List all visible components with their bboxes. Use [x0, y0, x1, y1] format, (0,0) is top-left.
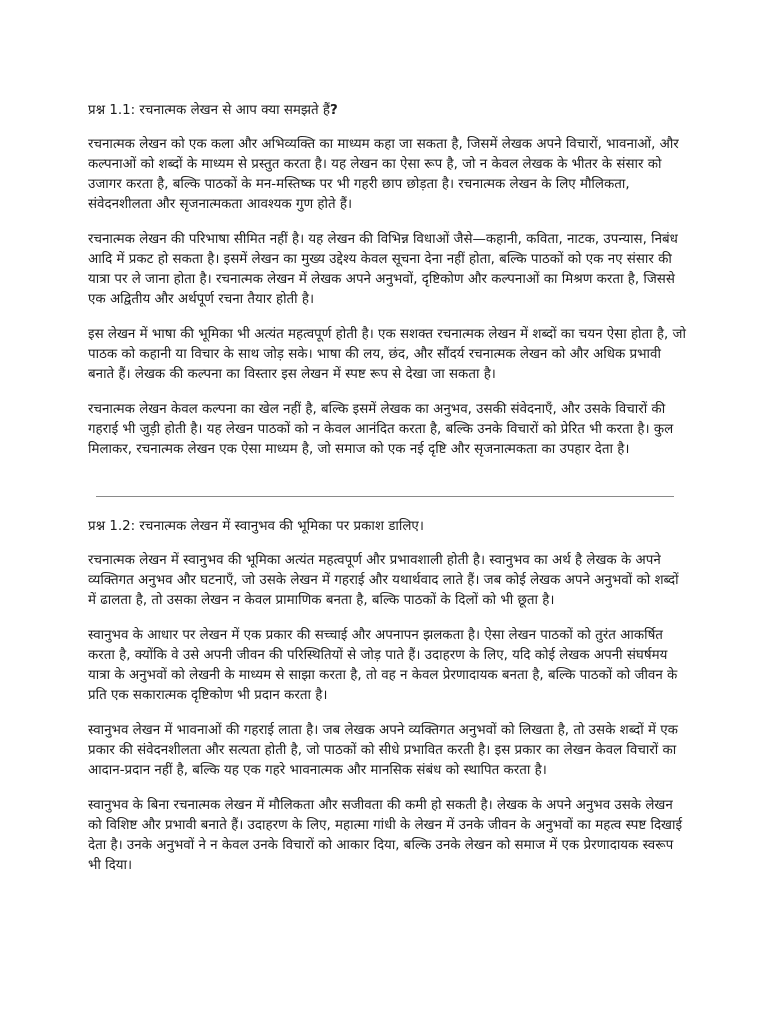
- question-1-1-text: प्रश्न 1.1: रचनात्मक लेखन से आप क्या समझते हैं: [88, 103, 331, 118]
- section-2-paragraph-1: रचनात्मक लेखन में स्वानुभव की भूमिका अत्यंत महत्वपूर्ण और प्रभावशाली होती है। स्वानुभव का अर्थ है लेखक के अपने व्यक्तिगत अनुभव और घटनाएँ, जो उसके लेखन में गहराई और यथार्थवाद लाते हैं। जब कोई लेखक अपने अनुभवों को शब्दों में ढालता है, तो उसका लेखन न केवल प्रामाणिक बनता है, बल्कि पाठकों के दिलों को भी छूता है।: [88, 553, 679, 608]
- question-1-2: प्रश्न 1.2: रचनात्मक लेखन में स्वानुभव की भूमिका पर प्रकाश डालिए।: [88, 519, 424, 534]
- section-2-paragraph-3: स्वानुभव लेखन में भावनाओं की गहराई लाता है। जब लेखक अपने व्यक्तिगत अनुभवों को लिखता है, तो उसके शब्दों में एक प्रकार की संवेदनशीलता और सत्यता होती है, जो पाठकों को सीधे प्रभावित करती है। इस प्रकार का लेखन केवल विचारों का आदान-प्रदान नहीं है, बल्कि यह एक गहरे भावनात्मक और मानसिक संबंध को स्थापित करता है।: [88, 723, 678, 778]
- question-1-1: [88, 100, 688, 121]
- section-2-paragraph-2: स्वानुभव के आधार पर लेखन में एक प्रकार की सच्चाई और अपनापन झलकता है। ऐसा लेखन पाठकों को तुरंत आकर्षित करता है, क्योंकि वे उसे अपनी जीवन की परिस्थितियों से जोड़ पाते हैं। उदाहरण के लिए, यदि कोई लेखक अपनी संघर्षमय यात्रा के अनुभवों को लेखनी के माध्यम से साझा करता है, तो वह न केवल प्रेरणादायक बनता है, बल्कि पाठकों को जीवन के प्रति एक सकारात्मक दृष्टिकोण भी प्रदान करता है।: [88, 628, 678, 703]
- section-1-paragraph-3: इस लेखन में भाषा की भूमिका भी अत्यंत महत्वपूर्ण होती है। एक सशक्त रचनात्मक लेखन में शब्दों का चयन ऐसा होता है, जो पाठक को कहानी या विचार के साथ जोड़ सके। भाषा की लय, छंद, और सौंदर्य रचनात्मक लेखन को और अधिक प्रभावी बनाते हैं। लेखक की कल्पना का विस्तार इस लेखन में स्पष्ट रूप से देखा जा सकता है।: [88, 327, 686, 382]
- section-1-paragraph-1: रचनात्मक लेखन को एक कला और अभिव्यक्ति का माध्यम कहा जा सकता है, जिसमें लेखक अपने विचारों, भावनाओं, और कल्पनाओं को शब्दों के माध्यम से प्रस्तुत करता है। यह लेखन का ऐसा रूप है, जो न केवल लेखक के भीतर के संसार को उजागर करता है, बल्कि पाठकों के मन-मस्तिष्क पर भी गहरी छाप छोड़ता है। रचनात्मक लेखन के लिए मौलिकता, संवेदनशीलता और सृजनात्मकता आवश्यक गुण होते हैं।: [88, 137, 679, 212]
- section-1-paragraph-4: रचनात्मक लेखन केवल कल्पना का खेल नहीं है, बल्कि इसमें लेखक का अनुभव, उसकी संवेदनाएँ, और उसके विचारों की गहराई भी जुड़ी होती है। यह लेखन पाठकों को न केवल आनंदित करता है, बल्कि उनके विचारों को प्रेरित भी करता है। कुल मिलाकर, रचनात्मक लेखन एक ऐसा माध्यम है, जो समाज को एक नई दृष्टि और सृजनात्मकता का उपहार देता है।: [88, 402, 674, 457]
- section-2: [88, 516, 688, 891]
- section-1: [88, 100, 688, 475]
- section-divider: [96, 496, 674, 497]
- section-1-paragraph-2: रचनात्मक लेखन की परिभाषा सीमित नहीं है। यह लेखन की विभिन्न विधाओं जैसे—कहानी, कविता, नाटक, उपन्यास, निबंध आदि में प्रकट हो सकता है। इसमें लेखन का मुख्य उद्देश्य केवल सूचना देना नहीं होता, बल्कि पाठकों को एक नए संसार की यात्रा पर ले जाना होता है। रचनात्मक लेखन में लेखक अपने अनुभवों, दृष्टिकोण और कल्पनाओं का मिश्रण करता है, जिससे एक अद्वितीय और अर्थपूर्ण रचना तैयार होती है।: [88, 232, 678, 307]
- question-1-1-mark: ?: [330, 103, 338, 118]
- section-2-paragraph-4: स्वानुभव के बिना रचनात्मक लेखन में मौलिकता और सजीवता की कमी हो सकती है। लेखक के अपने अनुभव उसके लेखन को विशिष्ट और प्रभावी बनाते हैं। उदाहरण के लिए, महात्मा गांधी के लेखन में उनके जीवन के अनुभवों का महत्व स्पष्ट दिखाई देता है। उनके अनुभवों ने न केवल उनके विचारों को आकार दिया, बल्कि उनके लेखन को समाज में एक प्रेरणादायक स्वरूप भी दिया।: [88, 798, 683, 873]
